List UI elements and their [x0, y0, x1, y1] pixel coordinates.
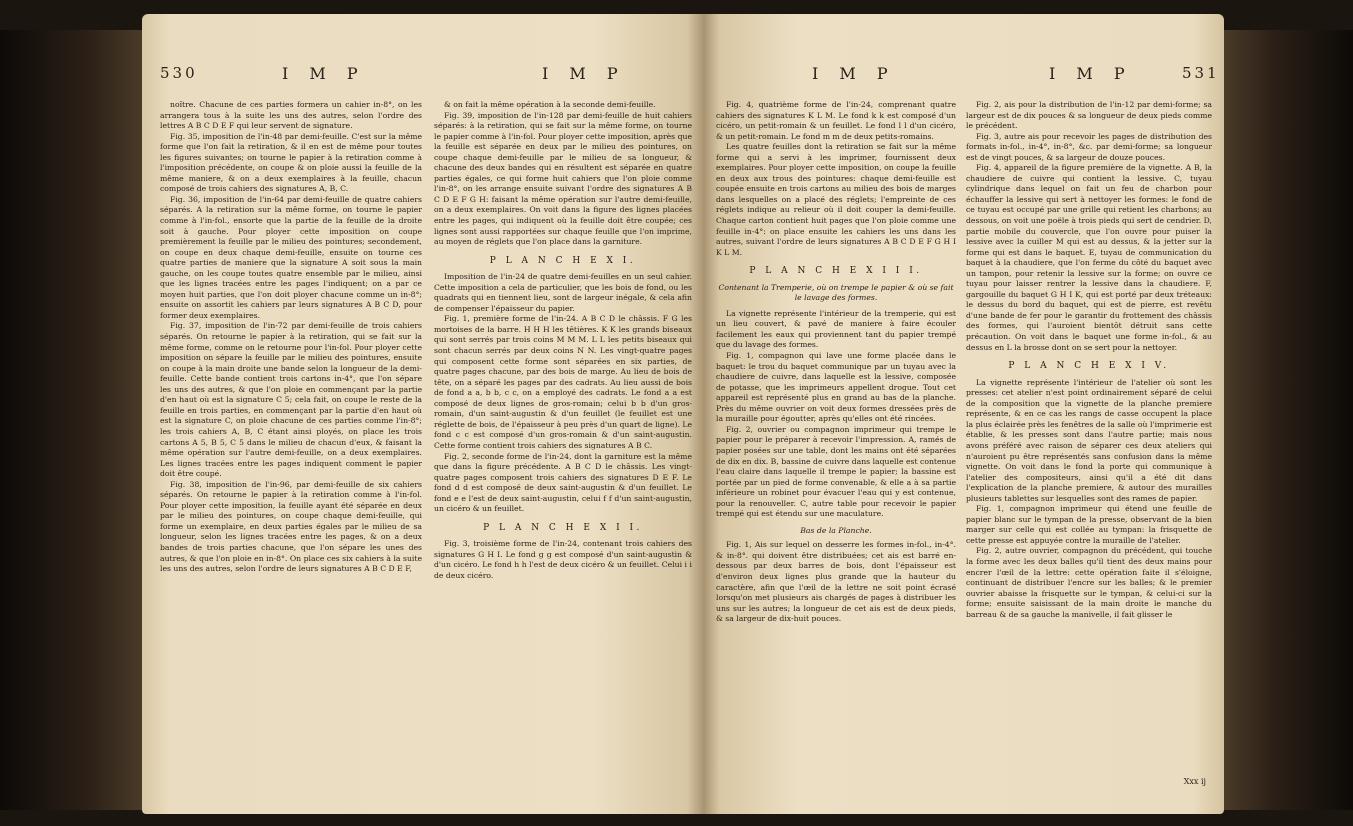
left-column-2: [434, 100, 692, 790]
bas-de-planche-heading: Bas de la Planche.: [800, 525, 872, 535]
paragraph: Fig. 2, autre ouvrier, compagnon du précédent, qui touche la forme avec les deux balles qu'il tient des deux mains pour encrer l'œil de la lettre: cette opération faite il s'éloigne, continuant de distribuer l'encre sur les balles; & le premier ouvrier abaisse la frisquette sur le tympan, & celui-ci sur la forme; ensuite saisissant de la main droite le manche du barreau & de sa gauche la manivelle, il fait glisser le: [966, 546, 1212, 619]
paragraph: Les quatre feuilles dont la retiration se fait sur la même forme qui a servi à les imprimer, fournissent deux exemplaires. Pour ployer cette imposition, on coupe la feuille en deux aux trous des pointures: chaque demi-feuille est coupée ensuite en trois cartons au milieu des bois de marges dans lesquelles on a placé des réglets; l'empreinte de ces réglets indique au relieur où il doit couper la demi-feuille. Chaque carton contient huit pages que l'on ploie comme une feuille in-4°: on place ensuite les cahiers les uns dans les autres, suivant l'ordre de leurs signatures A B C D E F G H I K L M.: [716, 142, 956, 257]
paragraph: Fig. 4, appareil de la figure première de la vignette. A B, la chaudiere de cuivre qui contient la lessive. C, tuyau cylindrique dans lequel on fait un feu de charbon pour échauffer la lessive qui sert à nettoyer les formes: le fond de ce tuyau est occupé par une grille qui retient les charbons; au dessous, on voit une poële à trois pieds qui sert de cendrier. D, partie mobile du couvercle, que l'on ouvre pour puiser la lessive avec la cuiller M qui est au dessus, & la jetter sur la forme qui est dans le baquet. E, tuyau de communication du baquet à la chaudiere, que l'on ferme du côté du baquet avec un tampon, pour retenir la lessive sur la forme; on ouvre ce tuyau pour laisser rentrer la lessive dans la chaudiere. F, gargouille du baquet G H I K, qui est porté par deux tréteaux: le dessus du bord du baquet, qui est de pierre, est revêtu d'une bande de fer pour le garantir du frottement des châssis des formes, qui l'auroient bientôt détruit sans cette précaution. On voit dans le baquet une forme in-fol., & au dessus en L la brosse dont on se sert pour la nettoyer.: [966, 163, 1212, 352]
plate-xiv-heading: P L A N C H E X I V.: [1008, 361, 1170, 372]
paragraph: Fig. 2, ais pour la distribution de l'in-12 par demi-forme; sa largeur est de dix pouces & sa longueur de deux pieds comme le précédent.: [966, 100, 1212, 131]
right-running-head: [704, 64, 1224, 94]
right-column-2: [966, 100, 1212, 790]
paragraph: Fig. 1, première forme de l'in-24. A B C D le châssis. F G les mortoises de la barre. H H H les têtières. K K les grands biseaux qui sont serrés par trois coins M M M. L L les petits biseaux qui sont chacun serrés par deux coins N N. Les vingt-quatre pages qui composent cette forme sont séparées en six parties, de quatre pages chacune, par des bois de marge. Au lieu de bois de tête, on a séparé les pages par des cadrats. Au lieu aussi de bois de fond a a, b b, c c, on a employé des cadrats. Le fond a a est composé de deux lignes de gros-romain; celui b b d'un gros-romain, d'un saint-augustin & d'un feuillet (le feuillet est une réglette de bois, de l'épaisseur à peu près d'un quart de ligne). Le fond c c est composé d'un gros-romain & d'un saint-augustin. Cette forme contient trois cahiers des signatures A B C.: [434, 314, 692, 450]
paragraph: noître. Chacune de ces parties formera un cahier in-8°, on les arrangera tous à la suite les uns des autres, selon l'ordre des lettres A B C D E F qui leur servent de signature.: [160, 100, 422, 131]
paragraph: Fig. 1, compagnon imprimeur qui étend une feuille de papier blanc sur le tympan de la presse, observant de la bien marger sur celle qui est collée au tympan: la frisquette de cette presse est appuyée contre la muraille de l'atelier.: [966, 504, 1212, 545]
book-edge-right: [1224, 30, 1353, 810]
plate-xii-heading: P L A N C H E X I I.: [483, 522, 643, 533]
left-column-1: [160, 100, 422, 790]
paragraph: Fig. 35, imposition de l'in-48 par demi-feuille. C'est sur la même forme que l'on fait la retiration, & il en est de même pour toutes les figures suivantes; on tourne le papier à la retiration comme à l'imposition précédente, on coupe & on ploie aussi la feuille de la même maniere, & on a deux exemplaires à la feuille, chacun composé de trois cahiers des signatures A, B, C.: [160, 131, 422, 194]
right-page: [704, 14, 1224, 814]
running-head-left-col1: I M P: [282, 64, 366, 83]
paragraph: La vignette représente l'intérieur de la tremperie, qui est un lieu couvert, & pavé de maniere à faire écouler facilement les eaux qui proviennent tant du papier trempé que du lavage des formes.: [716, 308, 956, 350]
running-head-right-col2: I M P: [1049, 64, 1133, 83]
paragraph: Fig. 4, quatrième forme de l'in-24, comprenant quatre cahiers des signatures K L M. Le fond k k est composé d'un cicéro, un petit-romain & un feuillet. Le fond l l d'un cicéro, & un petit-romain. Le fond m m de deux petits-romains.: [716, 100, 956, 141]
left-page: [142, 14, 704, 814]
book-edge-left: [0, 30, 142, 810]
plate-xi-heading: P L A N C H E X I.: [489, 255, 637, 266]
paragraph: Fig. 39, imposition de l'in-128 par demi-feuille de huit cahiers séparés: à la retiration, qui se fait sur la même forme, on tourne le papier comme à l'in-fol. Pour ployer cette imposition, après que la feuille est séparée en deux par le milieu des pointures, on coupe chaque demi-feuille par le milieu de sa longueur, & chacune des deux bandes qui en résultent est séparée en quatre parties égales, ce qui forme huit cahiers que l'on ploie comme l'in-8°, on les arrange ensuite suivant l'ordre des signatures A B C D E F G H: faisant la même opération sur l'autre demi-feuille, on a deux exemplaires. On voit dans la figure des lignes placées entre les pages, qui indiquent où la feuille doit être coupée; ces lignes sont aussi rapportées sur chaque feuille que l'on imprime, au moyen de réglets que l'on place dans la garniture.: [434, 110, 692, 247]
paragraph: Fig. 1, compagnon qui lave une forme placée dans le baquet: le trou du baquet communique par un tuyau avec la chaudiere de cuivre, dans laquelle est la lessive, composée de potasse, que les imprimeurs appellent drogue. Tout cet appareil est représenté plus en grand au bas de la planche. Près du même ouvrier on voit deux formes dressées près de la muraille pour égoutter, après qu'elles ont été rincées.: [716, 351, 956, 424]
paragraph: Fig. 36, imposition de l'in-64 par demi-feuille de quatre cahiers séparés. A la retiration sur la même forme, on tourne le papier comme à l'in-fol., ensorte que la partie de la feuille de la droite soit à gauche. Pour ployer cette imposition on coupe premièrement la feuille par le milieu des pointures; secondement, on coupe en deux chaque demi-feuille, ensuite on tourne ces quatre parties de maniere que la signature A soit sous la main gauche, on les coupe toutes quatre ensemble par le milieu, ainsi que les lignes tracées entre les pages l'indiquent; on a par ce moyen huit parties, que l'on doit ployer chacune comme un in-8°; ensuite on assortit les cahiers par leurs signatures A B C D, pour former deux exemplaires.: [160, 194, 422, 320]
plate-xiii-caption: Contenant la Tremperie, où on trempe le papier & où se fait le lavage des formes.: [718, 282, 954, 303]
page-number-right: 531: [1182, 64, 1220, 82]
paragraph: Imposition de l'in-24 de quatre demi-feuilles en un seul cahier. Cette imposition a cela de particulier, que les bois de fond, ou les quadrats qui en tiennent lieu, sont de largeur inégale, & cela afin de compenser l'épaisseur du papier.: [434, 272, 692, 313]
paragraph: Fig. 3, troisième forme de l'in-24, contenant trois cahiers des signatures G H I. Le fond g g est composé d'un saint-augustin & d'un cicéro. Le fond h h l'est de deux cicéro & un feuillet. Celui i i de deux cicéro.: [434, 539, 692, 580]
running-head-right-col1: I M P: [812, 64, 896, 83]
paragraph: La vignette représente l'intérieur de l'atelier où sont les presses: cet atelier n'est point ordinairement séparé de celui de la composition que la vignette de la planche premiere représente, & en ce cas les rangs de casse occupent la place la plus éclairée près les fenêtres de la salle où l'imprimerie est établie, & les presses sont dans l'autre partie; mais nous avons préféré avec raison de séparer ces deux ateliers qui n'auroient pu être représentés sans confusion dans la même vignette. On voit dans le fond la porte qui communique à l'atelier des compositeurs, ainsi qu'il a été dit dans l'explication de la planche premiere, & autour des murailles plusieurs tablettes sur lesquelles sont des rames de papier.: [966, 377, 1212, 503]
paragraph: Fig. 2, seconde forme de l'in-24, dont la garniture est la même que dans la figure précédente. A B C D le châssis. Les vingt-quatre pages composent trois cahiers des signatures D E F. Le fond d d est composé de deux saint-augustin & d'un feuillet. Le fond e e l'est de deux saint-augustin, celui f f d'un saint-augustin, un cicéro & un feuillet.: [434, 451, 692, 514]
left-running-head: [142, 64, 704, 94]
right-column-1: [716, 100, 956, 790]
plate-xiii-heading: P L A N C H E X I I I.: [749, 266, 923, 277]
paragraph: Fig. 2, ouvrier ou compagnon imprimeur qui trempe le papier pour le préparer à recevoir l'impression. A, ramés de papier posées sur une table, dont les mains ont été séparées de dix en dix. B, bassine de cuivre dans laquelle est contenue l'eau claire dans laquelle il trempe le papier; la bassine est portée par un pied de forme convenable, & elle a à sa partie inférieure un robinet pour évacuer l'eau qui y est contenue, pour la renouveller. C, autre table pour recevoir le papier trempé qui est étendu sur une maculature.: [716, 424, 956, 519]
paragraph: & on fait la même opération à la seconde demi-feuille.: [444, 100, 656, 109]
paragraph: Fig. 1, Ais sur lequel on desserre les formes in-fol., in-4°. & in-8°. qui doivent être distribuées; cet ais est barré en-dessous par deux barres de bois, dont l'épaisseur est d'environ deux lignes plus grande que la hauteur du caractère, afin que l'œil de la lettre ne soit point écrasé lorsqu'on met plusieurs ais chargés de pages à distribuer les uns sur les autres; la longueur de cet ais est de deux pieds, & sa largeur de dix-huit pouces.: [716, 540, 956, 624]
paragraph: Fig. 38, imposition de l'in-96, par demi-feuille de six cahiers séparés. On retourne le papier à la retiration comme à l'in-fol. Pour ployer cette imposition, la feuille ayant été séparée en deux par le milieu des pointures, on coupe chaque demi-feuille, qui forme un exemplaire, en deux parties égales par le milieu de sa longueur, selon les lignes tracées entre les pages, & on a deux bandes de trois parties chacune, que l'on sépare les unes des autres, & que l'on ploie en in-8°. On place ces six cahiers à la suite les uns des autres, selon l'ordre de leurs signatures A B C D E F,: [160, 479, 422, 574]
gathering-signature: Xxx ij: [1183, 777, 1206, 787]
paragraph: Fig. 3, autre ais pour recevoir les pages de distribution des formats in-fol., in-4°, in-8°, &c. par demi-forme; sa longueur est de vingt pouces, & sa largeur de douze pouces.: [966, 131, 1212, 162]
page-number-left: 530: [160, 64, 198, 82]
paragraph: Fig. 37, imposition de l'in-72 par demi-feuille de trois cahiers séparés. On retourne le papier à la retiration, qui se fait sur la même forme, comme on le retourne pour l'in-fol. Pour ployer cette imposition on sépare la feuille par le milieu des pointures, ensuite on coupe à la main droite une bande selon la longueur de la demi-feuille. Cette bande contient trois cartons in-4°, que l'on sépare les uns des autres, & que l'on ploie en commençant par la partie d'en haut où est la signature C 5; cela fait, on coupe le reste de la feuille en trois parties, en commençant par la partie d'en haut où est la signature C, on ploie chacune de ces parties comme l'in-8°; les trois cahiers A, B, C étant ainsi ployés, on place les trois cartons A 5, B 5, C 5 dans le milieu de chacun d'eux, & faisant la même opération sur l'autre demi-feuille, on a deux exemplaires. Les lignes tracées entre les pages indiquent comment le papier doit être coupé.: [160, 321, 422, 479]
running-head-left-col2: I M P: [542, 64, 626, 83]
